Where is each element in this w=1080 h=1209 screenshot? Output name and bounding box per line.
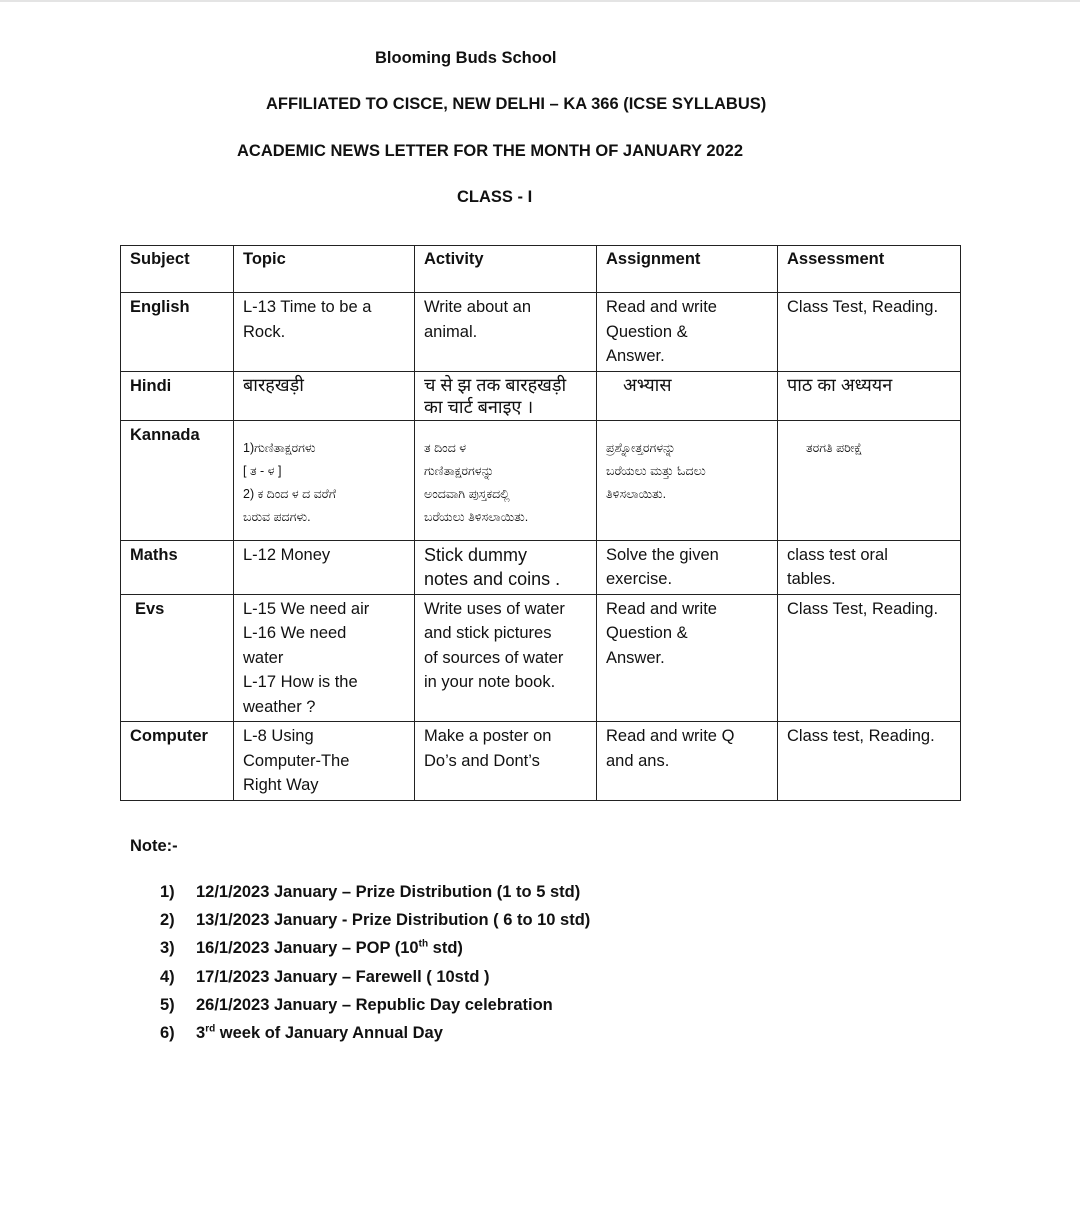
topic-cell [234, 722, 415, 801]
note-item [160, 963, 590, 991]
assessment-line: class test oral [787, 545, 888, 564]
activity-line: animal. [424, 322, 478, 341]
activity-cell [415, 420, 597, 540]
assessment-cell [778, 420, 961, 540]
assessment-line: पाठ का अध्ययन [787, 374, 893, 395]
page-top-border [0, 0, 1080, 2]
note-number: 1) [160, 883, 175, 901]
topic-line: [ ತ - ಳ ] [243, 463, 282, 478]
topic-line: ಬರುವ ಪದಗಳು. [243, 509, 311, 524]
note-item [160, 906, 590, 934]
assignment-line: Read and write Q [606, 727, 735, 745]
note-item [160, 1019, 590, 1047]
activity-line: notes and coins . [424, 569, 561, 589]
note-text: 16/1/2023 January – POP (10 [196, 939, 419, 958]
activity-cell [415, 540, 597, 594]
topic-line: L-17 How is the [243, 673, 358, 691]
topic-line: Right Way [243, 776, 319, 794]
subject-cell: English [121, 293, 234, 372]
assessment-line: tables. [787, 570, 836, 588]
table-row [121, 420, 961, 540]
note-text: 3 [196, 1024, 206, 1043]
assignment-cell [597, 594, 778, 722]
topic-line: 2) ಕ ದಿಂದ ಳ ದ ವರೆಗೆ [243, 486, 337, 501]
table-row [121, 540, 961, 594]
activity-cell [415, 371, 597, 420]
activity-line: ಬರೆಯಲು ತಿಳಿಸಲಾಯಿತು. [424, 509, 529, 524]
note-number: 5) [160, 995, 175, 1014]
note-superscript: th [418, 938, 429, 950]
activity-line: ಗುಣಿತಾಕ್ಷರಗಳನ್ನು [424, 463, 495, 478]
subject-cell: Hindi [121, 371, 234, 420]
note-item [160, 934, 590, 962]
activity-line: in your note book. [424, 673, 556, 691]
activity-line: of sources of water [424, 648, 564, 667]
assignment-line: ಬರೆಯಲು ಮತ್ತು ಓದಲು [606, 463, 706, 478]
column-header: Activity [415, 246, 597, 293]
activity-line: ತ ದಿಂದ ಳ [424, 440, 467, 455]
note-text: 12/1/2023 January – Prize Distribution (1 to 5 std) [196, 883, 581, 901]
table-header-row [121, 246, 961, 293]
topic-line: L-12 Money [243, 545, 331, 564]
assessment-cell [778, 293, 961, 372]
note-label: Note:- [130, 837, 178, 855]
assessment-line: Class Test, Reading. [787, 298, 939, 316]
topic-line: Computer-The [243, 751, 350, 770]
newsletter-title: ACADEMIC NEWS LETTER FOR THE MONTH OF JANUARY 2022 [237, 142, 744, 160]
subject-cell: Computer [121, 722, 234, 801]
note-text: 17/1/2023 January – Farewell ( 10std ) [196, 967, 490, 986]
school-name: Blooming Buds School [375, 49, 557, 67]
activity-line: Do’s and Dont’s [424, 751, 540, 770]
note-text: 13/1/2023 January - Prize Distribution ( 6 to 10 std) [196, 911, 591, 930]
table-row [121, 722, 961, 801]
table-row [121, 371, 961, 420]
assignment-line: exercise. [606, 570, 673, 588]
note-text: 26/1/2023 January – Republic Day celebration [196, 995, 553, 1014]
topic-cell [234, 293, 415, 372]
assignment-line: Question & [606, 322, 688, 341]
assignment-line: ತಿಳಿಸಲಾಯಿತು. [606, 486, 667, 501]
assignment-line: Question & [606, 624, 688, 642]
assessment-cell [778, 722, 961, 801]
assignment-line: Answer. [606, 648, 665, 667]
topic-cell [234, 540, 415, 594]
affiliation-line: AFFILIATED TO CISCE, NEW DELHI – KA 366 (ICSE SYLLABUS) [266, 95, 767, 113]
assignment-cell [597, 293, 778, 372]
assignment-line: Read and write [606, 298, 717, 316]
topic-cell [234, 420, 415, 540]
assignment-cell [597, 371, 778, 420]
note-text-end: week of January Annual Day [215, 1024, 443, 1043]
activity-line: Make a poster on [424, 727, 552, 745]
activity-cell [415, 293, 597, 372]
assessment-line: ತರಗತಿ ಪರೀಕ್ಷೆ [806, 440, 863, 455]
topic-line: water [243, 648, 284, 667]
activity-line: Write uses of water [424, 599, 565, 618]
assignment-line: अभ्यास [623, 374, 672, 395]
note-number: 6) [160, 1024, 175, 1043]
note-item [160, 878, 590, 906]
topic-line: L-8 Using [243, 727, 314, 745]
subject-cell: Maths [121, 540, 234, 594]
subject-cell: Evs [121, 594, 234, 722]
assessment-line: Class Test, Reading. [787, 599, 939, 618]
note-number: 4) [160, 967, 175, 986]
note-text-end: std) [428, 939, 463, 958]
topic-line: L-15 We need air [243, 599, 370, 618]
column-header: Subject [121, 246, 234, 293]
topic-cell [234, 594, 415, 722]
subject-cell: Kannada [121, 420, 234, 540]
column-header: Topic [234, 246, 415, 293]
syllabus-table [120, 245, 961, 801]
assessment-cell [778, 540, 961, 594]
activity-line: च से झ तक बारहखड़ी [424, 374, 567, 395]
table-row [121, 594, 961, 722]
column-header: Assessment [778, 246, 961, 293]
assignment-line: Read and write [606, 599, 717, 618]
topic-line: L-13 Time to be a [243, 298, 372, 316]
assessment-line: Class test, Reading. [787, 727, 935, 745]
activity-line: and stick pictures [424, 624, 552, 642]
note-item [160, 991, 590, 1019]
table-row [121, 293, 961, 372]
assignment-line: ಪ್ರಶ್ನೋತ್ತರಗಳನ್ನು [606, 440, 676, 455]
topic-cell [234, 371, 415, 420]
assignment-line: and ans. [606, 751, 670, 770]
assessment-cell [778, 594, 961, 722]
activity-line: ಅಂದವಾಗಿ ಪುಸ್ತಕದಲ್ಲಿ [424, 486, 510, 501]
note-number: 2) [160, 911, 175, 930]
note-number: 3) [160, 939, 175, 958]
activity-cell [415, 594, 597, 722]
topic-line: बारहखड़ी [243, 374, 304, 395]
topic-line: weather ? [243, 697, 316, 716]
assignment-cell [597, 420, 778, 540]
topic-line: Rock. [243, 322, 286, 341]
topic-line: 1)ಗುಣಿತಾಕ್ಷರಗಳು [243, 440, 316, 455]
assignment-line: Solve the given [606, 545, 719, 564]
assessment-cell [778, 371, 961, 420]
column-header: Assignment [597, 246, 778, 293]
topic-line: L-16 We need [243, 624, 347, 642]
activity-line: Stick dummy [424, 544, 528, 565]
activity-line: का चार्ट बनाइए । [424, 396, 534, 417]
assignment-cell [597, 722, 778, 801]
notes-list [160, 878, 590, 1047]
activity-line: Write about an [424, 298, 532, 316]
activity-cell [415, 722, 597, 801]
assignment-line: Answer. [606, 347, 665, 365]
class-label: CLASS - I [457, 188, 533, 206]
assignment-cell [597, 540, 778, 594]
note-superscript: rd [205, 1023, 216, 1035]
